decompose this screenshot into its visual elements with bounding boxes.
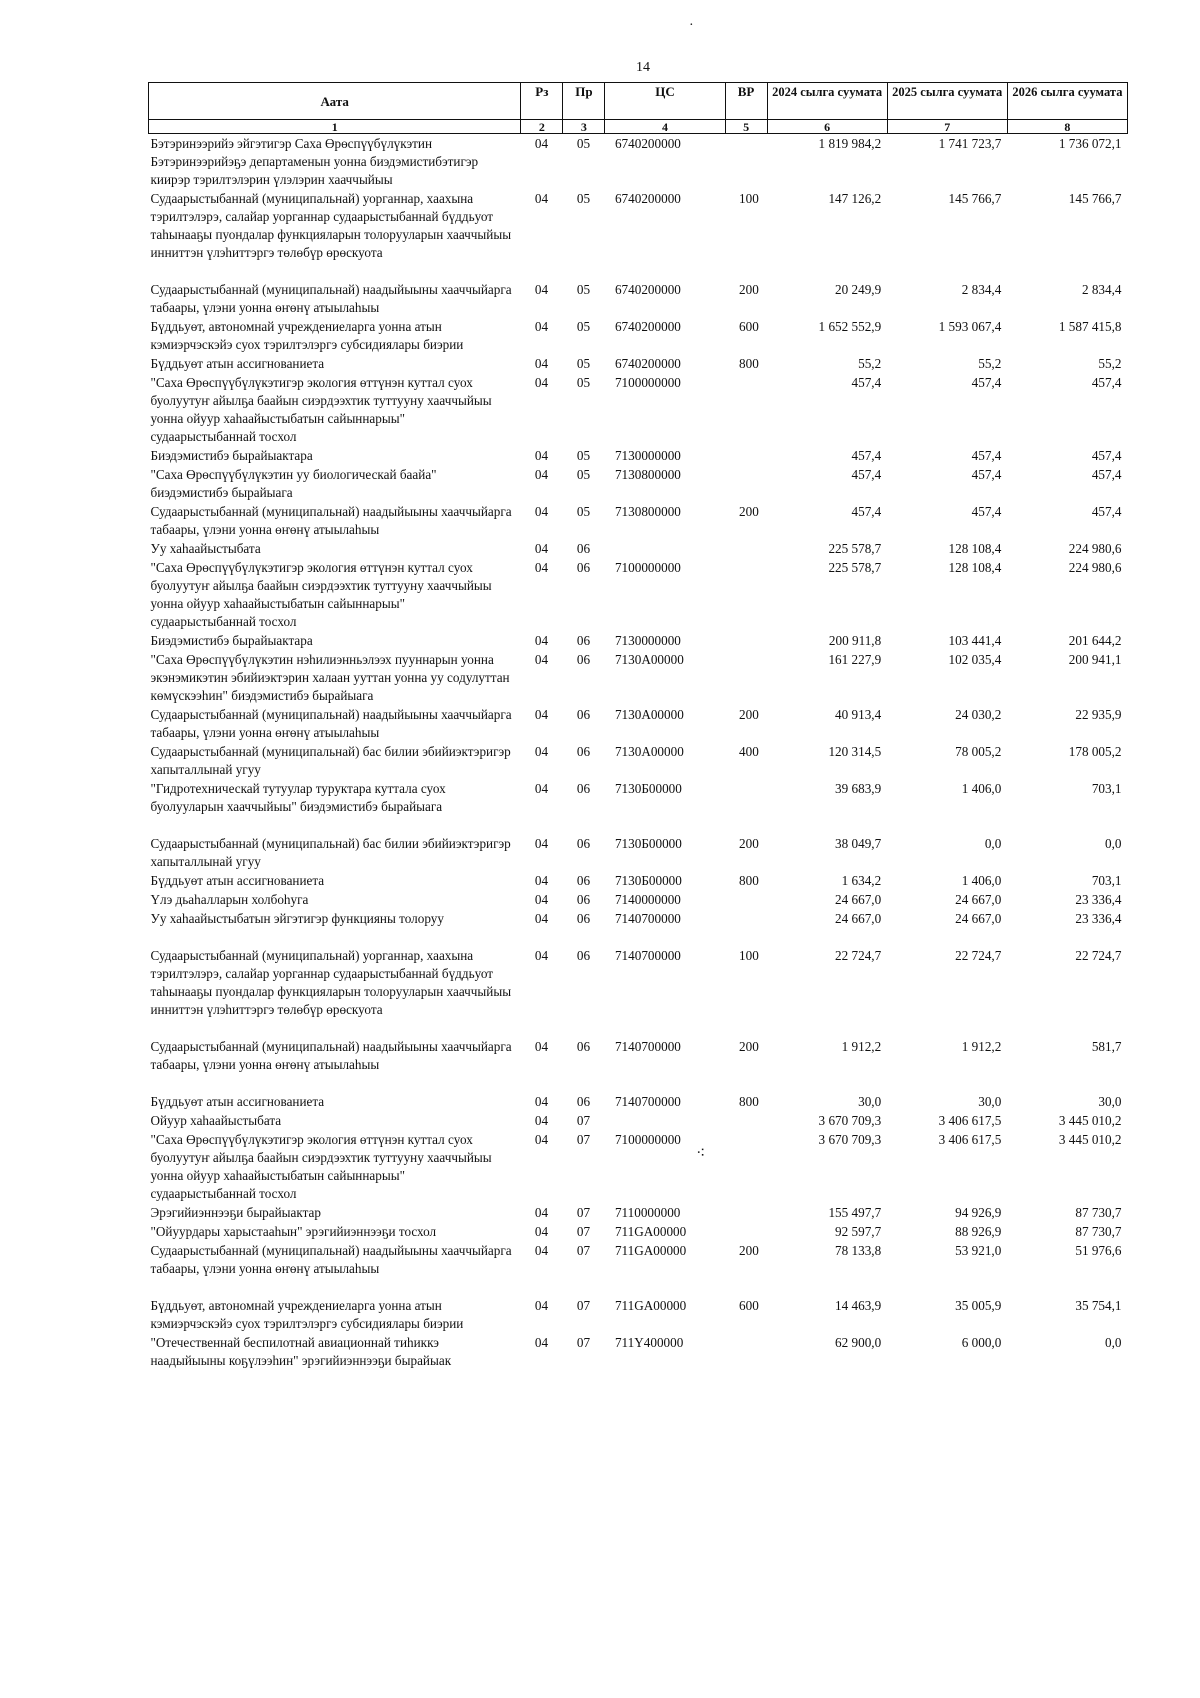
row-name: "Саха Өрөспүүбүлүкэтин уу биологическай баайа" биэдэмистибэ бырайыага <box>150 467 437 500</box>
row-2026: 51 976,6 <box>1075 1243 1122 1258</box>
header-vr: ВР <box>725 83 767 120</box>
row-2026: 457,4 <box>1091 504 1122 519</box>
stray-dots: ⁖ <box>696 1145 708 1162</box>
table-row <box>149 1092 1128 1111</box>
stray-dot: · <box>689 18 694 33</box>
row-pr: 05 <box>576 319 591 334</box>
row-cs: 7130А00000 <box>614 652 684 667</box>
row-name: Бэтэринээрийэ эйгэтигэр Саха Өрөспүүбүлүкэтин Бэтэринээрийэҕэ департаменын уонна биэдэмистибэтигэр киирэр тэрилтэлэрин үлэлэрин хааччыйыы <box>150 136 479 187</box>
row-cs: 7140700000 <box>614 1094 681 1109</box>
row-name: Биэдэмистибэ бырайыактара <box>150 448 313 463</box>
row-2026: 201 644,2 <box>1068 633 1122 648</box>
row-vr: 600 <box>739 319 759 334</box>
row-2026: 22 935,9 <box>1075 707 1122 722</box>
row-pr: 07 <box>576 1205 591 1220</box>
row-name: "Саха Өрөспүүбүлүкэтигэр экология өттүнэн куттал суох буолуутуҥ айылҕа баайын сиэрдээхтик туттууну хааччыйыы уонна ойуур хаһаайыстыбатын сайыннарыы" судаарыстыбаннай тосхол <box>150 1132 492 1201</box>
row-2026: 3 445 010,2 <box>1058 1132 1122 1147</box>
row-rz: 04 <box>534 652 549 667</box>
row-pr: 05 <box>576 356 591 371</box>
row-2024: 1 912,2 <box>841 1039 882 1054</box>
table-row <box>149 742 1128 779</box>
row-2024: 3 670 709,3 <box>818 1113 882 1128</box>
row-name: Судаарыстыбаннай (муниципальнай) наадыйыыны хааччыйарга табаары, үлэни уонна өҥөнү атыылаһыы <box>150 504 512 537</box>
row-name: Уу хаһаайыстыбата <box>150 541 261 556</box>
table-row <box>149 1241 1128 1296</box>
row-rz: 04 <box>534 1335 549 1350</box>
row-2025: 53 921,0 <box>955 1243 1002 1258</box>
row-cs: 6740200000 <box>614 191 681 206</box>
row-rz: 04 <box>534 1298 549 1313</box>
row-vr <box>725 631 767 650</box>
table-row <box>149 834 1128 871</box>
row-name: Үлэ дьаһалларын холбоһуга <box>150 892 309 907</box>
row-cs: 7110000000 <box>614 1205 681 1220</box>
row-2025: 3 406 617,5 <box>938 1132 1002 1147</box>
row-2026: 703,1 <box>1091 781 1122 796</box>
row-2025: 145 766,7 <box>948 191 1002 206</box>
row-2024: 147 126,2 <box>828 191 882 206</box>
row-cs: 7130Б00000 <box>614 781 682 796</box>
row-cs: 7100000000 <box>614 560 681 575</box>
row-cs: 7140700000 <box>614 1039 681 1054</box>
row-rz: 04 <box>534 1113 549 1128</box>
row-2024: 457,4 <box>851 375 882 390</box>
table-row <box>149 1333 1128 1370</box>
row-rz: 04 <box>534 282 549 297</box>
row-2026: 3 445 010,2 <box>1058 1113 1122 1128</box>
row-2024: 457,4 <box>851 448 882 463</box>
row-rz: 04 <box>534 541 549 556</box>
row-2024: 225 578,7 <box>828 541 882 556</box>
row-2024: 155 497,7 <box>828 1205 882 1220</box>
row-vr <box>725 1333 767 1370</box>
table-row <box>149 189 1128 280</box>
row-pr: 06 <box>576 560 591 575</box>
row-vr <box>725 1222 767 1241</box>
column-number: 7 <box>887 120 1007 134</box>
row-cs <box>605 539 725 558</box>
row-vr <box>725 1203 767 1222</box>
row-rz: 04 <box>534 136 549 151</box>
table-row <box>149 502 1128 539</box>
row-cs: 7140000000 <box>614 892 681 907</box>
column-number: 6 <box>767 120 887 134</box>
column-numbers-row <box>149 120 1128 134</box>
row-name: Бүддьуөт атын ассигнованиета <box>150 873 325 888</box>
row-2024: 55,2 <box>858 356 882 371</box>
table-row <box>149 280 1128 317</box>
row-pr: 07 <box>576 1132 591 1147</box>
row-2024: 22 724,7 <box>835 948 882 963</box>
row-cs: 7130000000 <box>614 448 681 463</box>
row-rz: 04 <box>534 560 549 575</box>
row-pr: 05 <box>576 136 591 151</box>
row-2026: 87 730,7 <box>1075 1205 1122 1220</box>
table-row <box>149 1203 1128 1222</box>
row-2025: 102 035,4 <box>948 652 1002 667</box>
table-row <box>149 373 1128 446</box>
row-2024: 1 819 984,2 <box>818 136 882 151</box>
row-name: Судаарыстыбаннай (муниципальнай) наадыйыыны хааччыйарга табаары, үлэни уонна өҥөнү атыылаһыы <box>150 1243 512 1276</box>
row-cs: 711GA00000 <box>614 1224 687 1239</box>
row-vr <box>725 779 767 834</box>
row-name: Бүддьуөт атын ассигнованиета <box>150 1094 325 1109</box>
row-cs: 7140700000 <box>614 948 681 963</box>
row-pr: 06 <box>576 948 591 963</box>
row-rz: 04 <box>534 1205 549 1220</box>
row-pr: 06 <box>576 1039 591 1054</box>
row-name: Бүддьуөт, автономнай учреждениеларга уонна атын кэмиэрчэскэйэ суох тэрилтэлэргэ субсидиялары биэрии <box>150 319 464 352</box>
row-cs: 7130800000 <box>614 467 681 482</box>
header-2025: 2025 сылга суумата <box>887 83 1007 120</box>
row-name: "Отечественнай беспилотнай авиационнай тиһиккэ наадыйыыны коҕүлээһин" эрэгийиэннээҕи бырайыак <box>150 1335 452 1368</box>
column-number: 2 <box>521 120 563 134</box>
row-2024: 39 683,9 <box>835 781 882 796</box>
row-2024: 14 463,9 <box>835 1298 882 1313</box>
row-2025: 94 926,9 <box>955 1205 1002 1220</box>
row-2026: 200 941,1 <box>1068 652 1122 667</box>
row-cs: 7100000000 <box>614 1132 681 1147</box>
header-rz: Рз <box>521 83 563 120</box>
table-body <box>149 134 1128 1371</box>
row-name: Бүддьуөт, автономнай учреждениеларга уонна атын кэмиэрчэскэйэ суох тэрилтэлэргэ субсидиялары биэрии <box>150 1298 464 1331</box>
row-vr: 200 <box>739 836 759 851</box>
row-name: "Саха Өрөспүүбүлүкэтигэр экология өттүнэн куттал суох буолуутуҥ айылҕа баайын сиэрдээхтик туттууну хааччыйыы уонна ойуур хаһаайыстыбатын сайыннарыы" судаарыстыбаннай тосхол <box>150 375 492 444</box>
row-cs: 7130Б00000 <box>614 873 682 888</box>
column-number: 1 <box>149 120 521 134</box>
row-cs: 7140700000 <box>614 911 681 926</box>
row-cs: 6740200000 <box>614 319 681 334</box>
row-2026: 145 766,7 <box>1068 191 1122 206</box>
row-2026: 2 834,4 <box>1081 282 1122 297</box>
row-vr <box>725 909 767 946</box>
row-2025: 128 108,4 <box>948 560 1002 575</box>
row-pr: 05 <box>576 467 591 482</box>
row-2024: 62 900,0 <box>835 1335 882 1350</box>
table-row <box>149 650 1128 705</box>
row-2025: 1 593 067,4 <box>938 319 1002 334</box>
row-2025: 24 667,0 <box>955 911 1002 926</box>
row-2025: 30,0 <box>978 1094 1002 1109</box>
row-vr: 200 <box>739 282 759 297</box>
row-name: "Гидротехническай тутуулар туруктара куттала суох буолууларын хааччыйыы" биэдэмистибэ бырайыага <box>150 781 446 814</box>
row-2025: 1 912,2 <box>961 1039 1002 1054</box>
row-2025: 55,2 <box>978 356 1002 371</box>
table-row <box>149 779 1128 834</box>
row-2025: 103 441,4 <box>948 633 1002 648</box>
table-row <box>149 705 1128 742</box>
row-2025: 22 724,7 <box>955 948 1002 963</box>
row-cs: 7130А00000 <box>614 744 684 759</box>
row-pr: 07 <box>576 1335 591 1350</box>
row-name: Судаарыстыбаннай (муниципальнай) наадыйыыны хааччыйарга табаары, үлэни уонна өҥөнү атыылаһыы <box>150 1039 512 1072</box>
row-pr: 07 <box>576 1243 591 1258</box>
row-2025: 3 406 617,5 <box>938 1113 1002 1128</box>
row-rz: 04 <box>534 744 549 759</box>
row-2025: 78 005,2 <box>955 744 1002 759</box>
row-pr: 06 <box>576 836 591 851</box>
row-name: "Саха Өрөспүүбүлүкэтигэр экология өттүнэн куттал суох буолуутуҥ айылҕа баайын сиэрдээхтик туттууну хааччыйыы уонна ойуур хаһаайыстыбатын сайыннарыы" судаарыстыбаннай тосхол <box>150 560 492 629</box>
row-vr <box>725 446 767 465</box>
row-pr: 06 <box>576 652 591 667</box>
row-rz: 04 <box>534 448 549 463</box>
row-2025: 35 005,9 <box>955 1298 1002 1313</box>
row-2026: 457,4 <box>1091 375 1122 390</box>
row-cs: 711Y400000 <box>614 1335 684 1350</box>
row-name: Ойуур хаһаайыстыбата <box>150 1113 282 1128</box>
row-2026: 22 724,7 <box>1075 948 1122 963</box>
row-vr: 800 <box>739 873 759 888</box>
table-row <box>149 946 1128 1037</box>
row-vr <box>725 650 767 705</box>
row-rz: 04 <box>534 504 549 519</box>
row-2026: 224 980,6 <box>1068 560 1122 575</box>
row-2026: 457,4 <box>1091 467 1122 482</box>
header-2024: 2024 сылга суумата <box>767 83 887 120</box>
table-row <box>149 1130 1128 1203</box>
row-rz: 04 <box>534 892 549 907</box>
row-2024: 78 133,8 <box>835 1243 882 1258</box>
table-row <box>149 631 1128 650</box>
row-2025: 457,4 <box>971 504 1002 519</box>
row-rz: 04 <box>534 1039 549 1054</box>
column-number: 5 <box>725 120 767 134</box>
row-vr <box>725 134 767 190</box>
row-2025: 0,0 <box>984 836 1002 851</box>
row-vr: 800 <box>739 1094 759 1109</box>
row-pr: 06 <box>576 873 591 888</box>
row-rz: 04 <box>534 911 549 926</box>
row-name: "Ойуурдары харыстааһын" эрэгийиэннээҕи тосхол <box>150 1224 437 1239</box>
table-row <box>149 871 1128 890</box>
row-2024: 161 227,9 <box>828 652 882 667</box>
row-vr <box>725 890 767 909</box>
row-rz: 04 <box>534 1243 549 1258</box>
table-row <box>149 134 1128 190</box>
row-2024: 225 578,7 <box>828 560 882 575</box>
row-name: Судаарыстыбаннай (муниципальнай) бас билии эбийиэктэригэр хапыталлынай угуу <box>150 744 511 777</box>
budget-page <box>148 82 1128 1370</box>
row-pr: 05 <box>576 504 591 519</box>
row-rz: 04 <box>534 191 549 206</box>
row-vr <box>725 539 767 558</box>
row-rz: 04 <box>534 319 549 334</box>
row-cs: 711GA00000 <box>614 1298 687 1313</box>
header-name: Аата <box>149 83 521 120</box>
row-pr: 06 <box>576 892 591 907</box>
row-name: Бүддьуөт атын ассигнованиета <box>150 356 325 371</box>
row-2026: 1 587 415,8 <box>1058 319 1122 334</box>
row-vr: 800 <box>739 356 759 371</box>
table-header <box>149 83 1128 134</box>
row-pr: 06 <box>576 781 591 796</box>
table-row <box>149 558 1128 631</box>
row-vr: 200 <box>739 504 759 519</box>
row-pr: 06 <box>576 633 591 648</box>
row-vr: 200 <box>739 1243 759 1258</box>
row-2025: 24 667,0 <box>955 892 1002 907</box>
row-2024: 120 314,5 <box>828 744 882 759</box>
table-row <box>149 890 1128 909</box>
row-2025: 6 000,0 <box>961 1335 1002 1350</box>
row-name: Судаарыстыбаннай (муниципальнай) уорганнар, хаахына тэрилтэлэрэ, салайар уорганнар судаарыстыбаннай бүддьуот таһынааҕы пуондалар функцияларын толорууларын хааччыйыы инниттэн үлэһиттэргэ төлөбүр өрөскуота <box>150 191 512 260</box>
column-number: 3 <box>563 120 605 134</box>
row-name: Биэдэмистибэ бырайыактара <box>150 633 313 648</box>
row-2024: 40 913,4 <box>835 707 882 722</box>
row-pr: 05 <box>576 282 591 297</box>
row-rz: 04 <box>534 781 549 796</box>
table-row <box>149 446 1128 465</box>
row-2026: 457,4 <box>1091 448 1122 463</box>
row-2026: 55,2 <box>1098 356 1122 371</box>
row-rz: 04 <box>534 873 549 888</box>
row-rz: 04 <box>534 1224 549 1239</box>
row-pr: 05 <box>576 191 591 206</box>
row-rz: 04 <box>534 1094 549 1109</box>
row-cs: 7130Б00000 <box>614 836 682 851</box>
row-vr: 400 <box>739 744 759 759</box>
row-2024: 1 634,2 <box>841 873 882 888</box>
row-cs: 7130800000 <box>614 504 681 519</box>
header-pr: Пр <box>563 83 605 120</box>
row-2025: 1 406,0 <box>961 781 1002 796</box>
row-rz: 04 <box>534 707 549 722</box>
table-row <box>149 1037 1128 1092</box>
row-pr: 07 <box>576 1298 591 1313</box>
table-row <box>149 354 1128 373</box>
row-2025: 1 741 723,7 <box>938 136 1002 151</box>
row-name: Судаарыстыбаннай (муниципальнай) бас билии эбийиэктэригэр хапыталлынай угуу <box>150 836 511 869</box>
row-pr: 07 <box>576 1224 591 1239</box>
page-number: 14 <box>636 60 650 75</box>
row-2025: 24 030,2 <box>955 707 1002 722</box>
table-row <box>149 317 1128 354</box>
row-2026: 178 005,2 <box>1068 744 1122 759</box>
row-vr <box>725 1111 767 1130</box>
row-pr: 06 <box>576 911 591 926</box>
row-rz: 04 <box>534 375 549 390</box>
row-pr: 06 <box>576 744 591 759</box>
row-rz: 04 <box>534 1132 549 1147</box>
row-cs: 6740200000 <box>614 136 681 151</box>
column-number: 4 <box>605 120 725 134</box>
row-2026: 23 336,4 <box>1075 892 1122 907</box>
row-rz: 04 <box>534 948 549 963</box>
row-vr <box>725 465 767 502</box>
table-row <box>149 465 1128 502</box>
row-2024: 24 667,0 <box>835 911 882 926</box>
row-vr <box>725 1130 767 1203</box>
row-2024: 38 049,7 <box>835 836 882 851</box>
row-pr: 07 <box>576 1113 591 1128</box>
header-cs: ЦС <box>605 83 725 120</box>
row-name: Судаарыстыбаннай (муниципальнай) уорганнар, хаахына тэрилтэлэрэ, салайар уорганнар судаарыстыбаннай бүддьуот таһынааҕы пуондалар функцияларын толорууларын хааччыйыы инниттэн үлэһиттэргэ төлөбүр өрөскуота <box>150 948 512 1017</box>
row-vr: 100 <box>739 191 759 206</box>
row-2025: 457,4 <box>971 467 1002 482</box>
row-2026: 224 980,6 <box>1068 541 1122 556</box>
row-2025: 2 834,4 <box>961 282 1002 297</box>
table-row <box>149 909 1128 946</box>
row-2024: 1 652 552,9 <box>818 319 882 334</box>
row-rz: 04 <box>534 633 549 648</box>
row-rz: 04 <box>534 836 549 851</box>
row-2026: 0,0 <box>1105 836 1122 851</box>
row-cs: 7100000000 <box>614 375 681 390</box>
row-name: "Саха Өрөспүүбүлүкэтин нэһилиэнньэлээх пууннарын уонна экэнэмикэтин эбийиэктэрин халаан ууттан уонна уу содулуттан көмүскээһин" биэдэмистибэ бырайыага <box>150 652 510 703</box>
row-pr: 06 <box>576 1094 591 1109</box>
header-2026: 2026 сылга суумата <box>1007 83 1127 120</box>
row-2024: 92 597,7 <box>835 1224 882 1239</box>
row-name: Судаарыстыбаннай (муниципальнай) наадыйыыны хааччыйарга табаары, үлэни уонна өҥөнү атыылаһыы <box>150 282 512 315</box>
row-2026: 1 736 072,1 <box>1058 136 1122 151</box>
row-cs: 6740200000 <box>614 282 681 297</box>
row-vr <box>725 558 767 631</box>
row-pr: 05 <box>576 448 591 463</box>
row-2024: 3 670 709,3 <box>818 1132 882 1147</box>
row-vr <box>725 373 767 446</box>
row-2026: 703,1 <box>1091 873 1122 888</box>
row-cs: 6740200000 <box>614 356 681 371</box>
row-2024: 24 667,0 <box>835 892 882 907</box>
row-2024: 20 249,9 <box>835 282 882 297</box>
table-row <box>149 1222 1128 1241</box>
row-2025: 1 406,0 <box>961 873 1002 888</box>
column-number: 8 <box>1007 120 1127 134</box>
row-cs: 7130А00000 <box>614 707 684 722</box>
row-2025: 457,4 <box>971 375 1002 390</box>
row-2026: 35 754,1 <box>1075 1298 1122 1313</box>
row-vr: 200 <box>739 707 759 722</box>
row-rz: 04 <box>534 467 549 482</box>
budget-table <box>148 82 1128 1370</box>
row-2026: 87 730,7 <box>1075 1224 1122 1239</box>
row-2024: 30,0 <box>858 1094 882 1109</box>
row-vr: 100 <box>739 948 759 963</box>
row-2026: 23 336,4 <box>1075 911 1122 926</box>
row-pr: 05 <box>576 375 591 390</box>
row-2024: 200 911,8 <box>828 633 882 648</box>
row-pr: 06 <box>576 541 591 556</box>
row-2026: 581,7 <box>1091 1039 1122 1054</box>
row-pr: 06 <box>576 707 591 722</box>
row-vr: 200 <box>739 1039 759 1054</box>
row-vr: 600 <box>739 1298 759 1313</box>
row-name: Эрэгийиэннээҕи бырайыактар <box>150 1205 322 1220</box>
row-cs: 7130000000 <box>614 633 681 648</box>
row-cs <box>605 1111 725 1130</box>
row-2024: 457,4 <box>851 467 882 482</box>
row-name: Судаарыстыбаннай (муниципальнай) наадыйыыны хааччыйарга табаары, үлэни уонна өҥөнү атыылаһыы <box>150 707 512 740</box>
row-2024: 457,4 <box>851 504 882 519</box>
table-row <box>149 539 1128 558</box>
table-row <box>149 1296 1128 1333</box>
table-row <box>149 1111 1128 1130</box>
row-2026: 30,0 <box>1098 1094 1122 1109</box>
row-2025: 128 108,4 <box>948 541 1002 556</box>
row-name: Уу хаһаайыстыбатын эйгэтигэр функцияны толоруу <box>150 911 444 926</box>
row-2026: 0,0 <box>1105 1335 1122 1350</box>
row-2025: 457,4 <box>971 448 1002 463</box>
row-2025: 88 926,9 <box>955 1224 1002 1239</box>
row-rz: 04 <box>534 356 549 371</box>
row-cs: 711GA00000 <box>614 1243 687 1258</box>
